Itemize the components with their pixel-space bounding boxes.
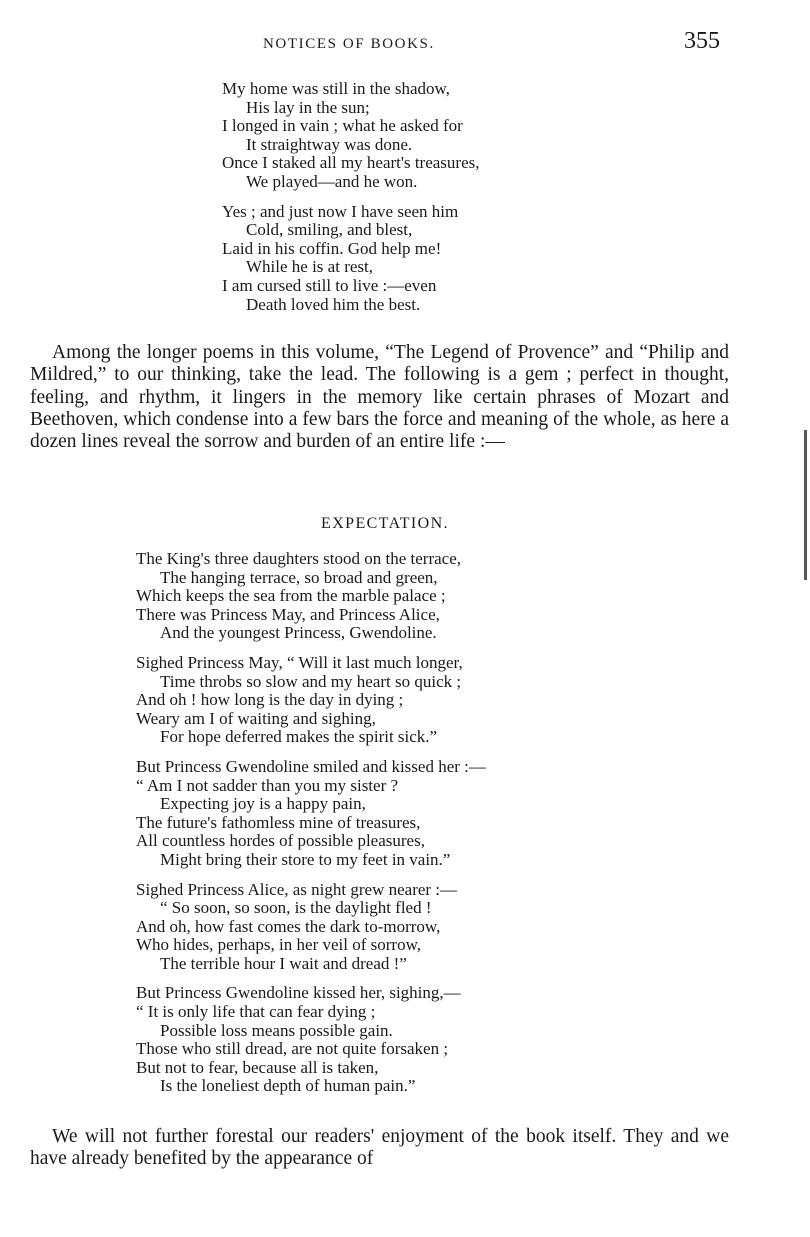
poem-line: Expecting joy is a happy pain, [160,794,366,814]
page-edge-mark [804,430,807,580]
poem-line: But Princess Gwendoline kissed her, sighing,— [136,983,461,1003]
poem-line: Time throbs so slow and my heart so quick ; [160,671,462,691]
poem-line: And oh ! how long is the day in dying ; [136,690,404,710]
stanza-gap [136,870,486,881]
poem-line: Cold, smiling, and blest, [246,220,413,240]
stanza-gap [222,192,480,203]
poem-line: Yes ; and just now I have seen him [222,201,459,221]
poem-line: For hope deferred makes the spirit sick.” [160,727,438,747]
poem-line: Those who still dread, are not quite forsaken ; [136,1039,449,1059]
poem-line: All countless hordes of possible pleasures, [136,831,425,851]
poem-line: “ It is only life that can fear dying ; [136,1002,376,1022]
poem-line: “ So soon, so soon, is the daylight fled ! [160,898,432,918]
poem-line: While he is at rest, [246,257,373,277]
poem-line: But Princess Gwendoline smiled and kissed her :— [136,756,486,776]
closing-paragraph: We will not further forestal our readers' enjoyment of the book itself. They and we have already benefited by the appearance of [30,1126,729,1170]
poem-line: It straightway was done. [246,134,413,154]
body-paragraph: Among the longer poems in this volume, “The Legend of Provence” and “Philip and Mildred,” to our thinking, take the lead. The following is a gem ; perfect in thought, feeling, and rhythm, it lingers in the memory like certain phrases of Mozart and Beethoven, which condense into a few bars the force and meaning of the whole, as here a dozen lines reveal the sorrow and burden of an entire life :— [30,342,729,453]
poem-line: The future's fathomless mine of treasures, [136,812,421,832]
poem-line: And oh, how fast comes the dark to-morrow, [136,916,441,936]
poem-line: The hanging terrace, so broad and green, [160,567,438,587]
poem-expectation [136,550,486,1096]
poem-line: Death loved him the best. [246,294,421,314]
page-header [0,28,810,56]
poem-line: Laid in his coffin. God help me! [222,238,442,258]
poem-line: Might bring their store to my feet in vain.” [160,849,451,869]
poem-line: We played—and he won. [246,171,418,191]
poem-line: Is the loneliest depth of human pain.” [160,1076,416,1096]
poem-line: Sighed Princess Alice, as night grew nearer :— [136,879,458,899]
poem-line: The terrible hour I wait and dread !” [160,953,407,973]
poem-line: Which keeps the sea from the marble palace ; [136,586,446,606]
poem-line: I longed in vain ; what he asked for [222,116,463,136]
running-head: NOTICES OF BOOKS. [263,36,435,52]
poem-line: His lay in the sun; [246,97,370,117]
poem-line: My home was still in the shadow, [222,79,450,98]
poem-line: Weary am I of waiting and sighing, [136,708,376,728]
poem-excerpt [222,80,480,314]
poem-line: Once I staked all my heart's treasures, [222,153,480,173]
poem-line: There was Princess May, and Princess Alice, [136,604,440,624]
poem-title: EXPECTATION. [321,515,449,532]
page-number: 355 [684,28,720,54]
poem-line: But not to fear, because all is taken, [136,1057,379,1077]
poem-line: “ Am I not sadder than you my sister ? [136,775,399,795]
poem-line: The King's three daughters stood on the terrace, [136,549,462,568]
poem-line: And the youngest Princess, Gwendoline. [160,623,437,643]
poem-line: Sighed Princess May, “ Will it last much longer, [136,652,463,672]
poem-line: Who hides, perhaps, in her veil of sorrow, [136,935,421,955]
poem-line: I am cursed still to live :—even [222,275,437,295]
poem-line: Possible loss means possible gain. [160,1020,393,1040]
